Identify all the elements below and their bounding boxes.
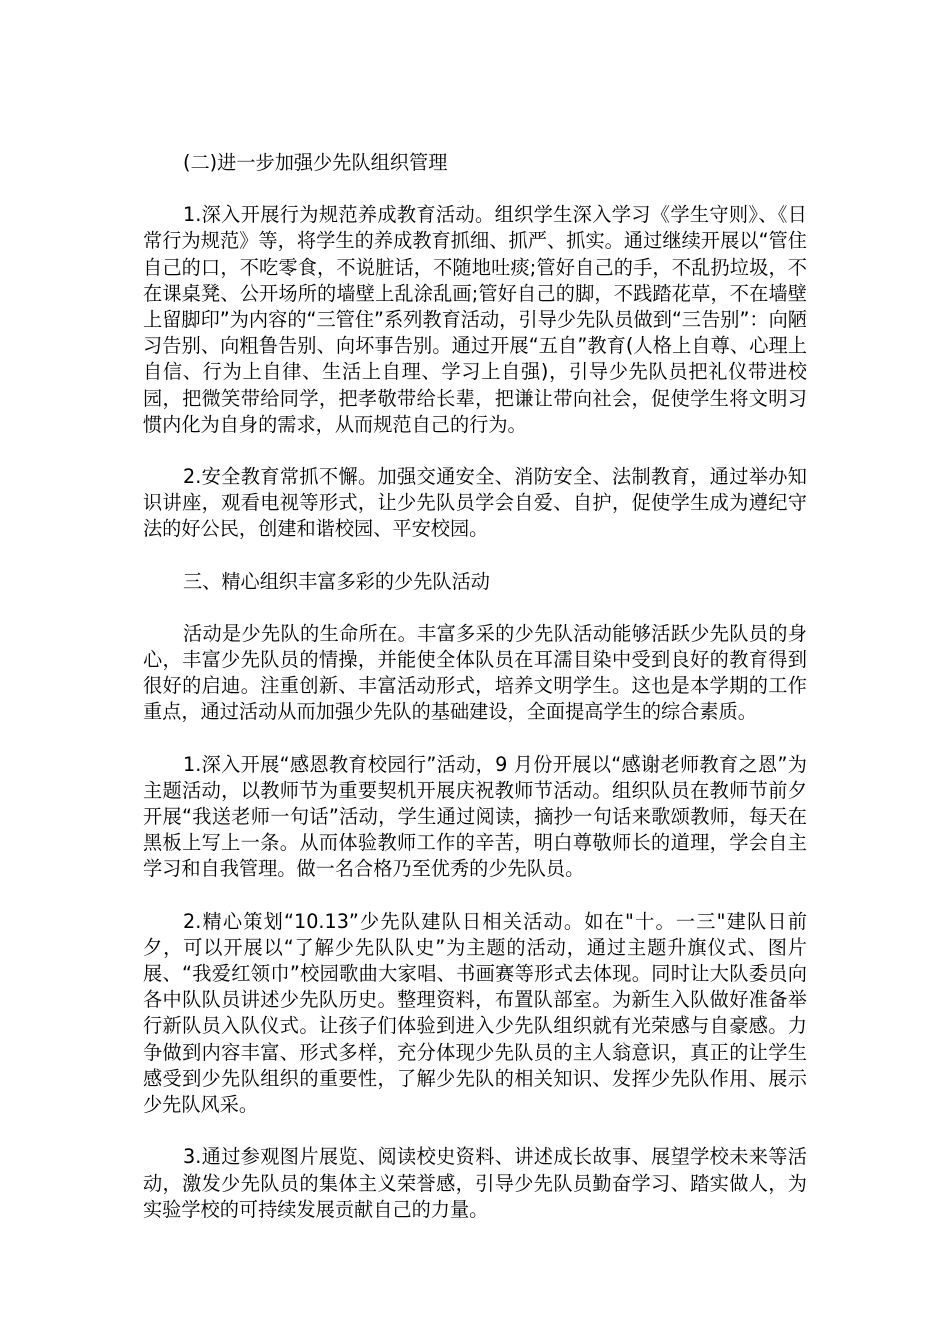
document-page bbox=[143, 150, 807, 1223]
section-heading-management: (二)进一步加强少先队组织管理 bbox=[183, 151, 448, 174]
paragraph-activities-intro: 活动是少先队的生命所在。丰富多采的少先队活动能够活跃少先队员的身心，丰富少先队员的情操，并能使全体队员在耳濡目染中受到良好的教育得到很好的启迪。注重创新、丰富活动形式，培养文明学生。这也是本学期的工作重点，通过活动从而加强少先队的基础建设，全面提高学生的综合素质。 bbox=[143, 621, 807, 724]
paragraph-founding-day: 2.精心策划“10.13”少先队建队日相关活动。如在"十。一三"建队日前夕，可以开展以“了解少先队队史”为主题的活动，通过主题升旗仪式、图片展、“我爱红领巾”校园歌曲大家唱、书画赛等形式去体现。同时让大队委员向各中队队员讲述少先队历史。整理资料，布置队部室。为新生入队做好准备举行新队员入队仪式。让孩子们体验到进入少先队组织就有光荣感与自豪感。力争做到内容丰富、形式多样，充分体现少先队员的主人翁意识，真正的让学生感受到少先队组织的重要性，了解少先队的相关知识、发挥少先队作用、展示少先队风采。 bbox=[143, 909, 807, 1117]
paragraph-gap bbox=[143, 438, 807, 464]
section-heading-activities: 三、精心组织丰富多彩的少先队活动 bbox=[183, 569, 490, 593]
paragraph-gap bbox=[143, 595, 807, 621]
paragraph-gap bbox=[143, 176, 807, 202]
paragraph-behavior-norms: 1.深入开展行为规范养成教育活动。组织学生深入学习《学生守则》、《日常行为规范》等，将学生的养成教育抓细、抓严、抓实。通过继续开展以“管住自己的口，不吃零食，不说脏话，不随地吐痰;管好自己的手，不乱扔垃圾，不在课桌凳、公开场所的墙壁上乱涂乱画;管好自己的脚，不践踏花草，不在墙壁上留脚印”为内容的“三管住”系列教育活动，引导少先队员做到“三告别”：向陋习告别、向粗鲁告别、向坏事告别。通过开展“五自”教育(人格上自尊、心理上自信、行为上自律、生活上自理、学习上自强)，引导少先队员把礼仪带进校园，把微笑带给同学，把孝敬带给长辈，把谦让带向社会，促使学生将文明习惯内化为自身的需求，从而规范自己的行为。 bbox=[143, 203, 807, 436]
paragraph-school-history: 3.通过参观图片展览、阅读校史资料、讲述成长故事、展望学校未来等活动，激发少先队员的集体主义荣誉感，引导少先队员勤奋学习、踏实做人，为实验学校的可持续发展贡献自己的力量。 bbox=[143, 1145, 807, 1221]
paragraph-gratitude-education: 1.深入开展“感恩教育校园行”活动，9 月份开展以“感谢老师教育之恩”为主题活动，以教师节为重要契机开展庆祝教师节活动。组织队员在教师节前夕开展“我送老师一句话”活动，学生通过阅读，摘抄一句话来歌颂教师，每天在黑板上写上一条。从而体验教师工作的辛苦，明白尊敬师长的道理，学会自主学习和自我管理。做一名合格乃至优秀的少先队员。 bbox=[143, 752, 807, 881]
paragraph-safety-education: 2.安全教育常抓不懈。加强交通安全、消防安全、法制教育，通过举办知识讲座，观看电视等形式，让少先队员学会自爱、自护，促使学生成为遵纪守法的好公民，创建和谐校园、平安校园。 bbox=[143, 465, 807, 541]
paragraph-gap bbox=[143, 1118, 807, 1144]
paragraph-gap bbox=[143, 726, 807, 752]
paragraph-gap bbox=[143, 543, 807, 569]
paragraph-gap bbox=[143, 883, 807, 909]
